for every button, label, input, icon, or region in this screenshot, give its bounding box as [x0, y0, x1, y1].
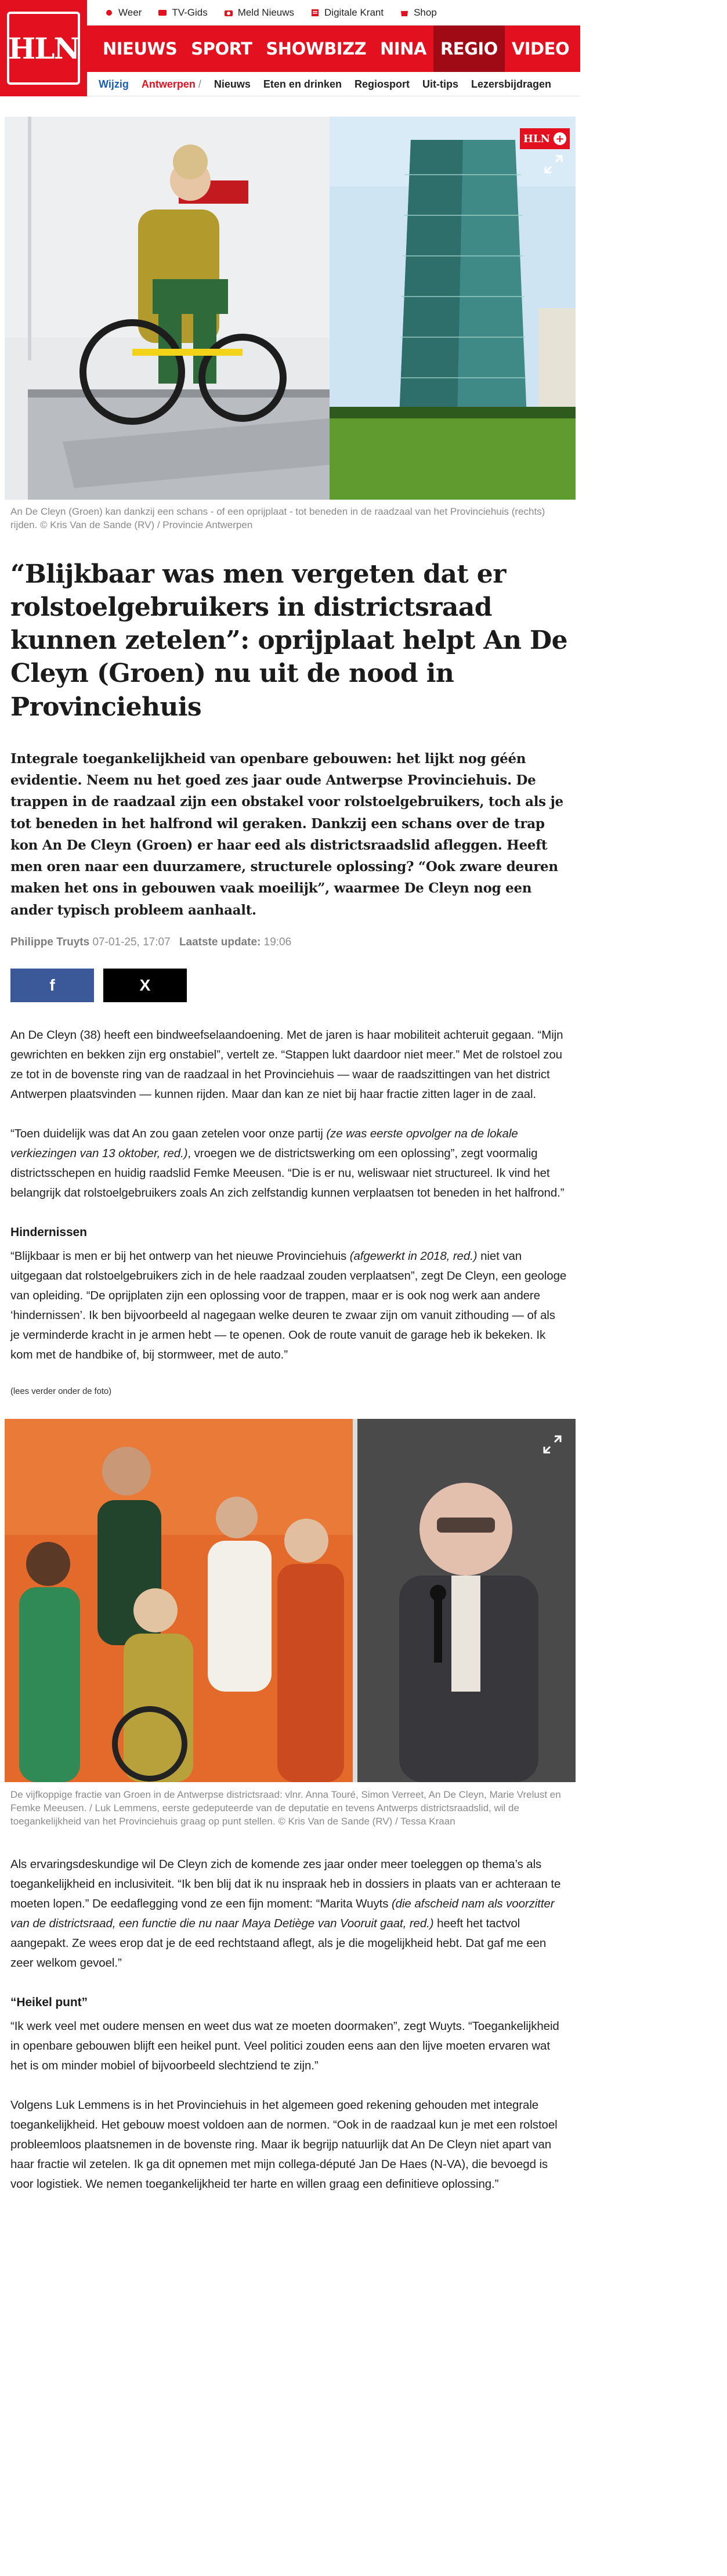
p2-text-a: “Toen duidelijk was dat An zou gaan zetelen voor onze partij: [10, 1126, 327, 1140]
digital-paper-link[interactable]: [310, 7, 384, 19]
hero-image[interactable]: [5, 117, 576, 500]
utility-bar: [0, 0, 580, 26]
tv-guide-label: TV-Gids: [172, 7, 208, 18]
digital-paper-label: Digitale Krant: [324, 7, 384, 18]
nav-regio[interactable]: REGIO: [433, 26, 505, 72]
hero-photo-composite: [5, 117, 576, 500]
nav-podcast[interactable]: PODC: [668, 39, 720, 59]
newspaper-icon: [310, 8, 320, 17]
plus-icon: +: [554, 132, 566, 145]
article-body: [10, 1025, 567, 1399]
facebook-icon: f: [49, 976, 55, 994]
article-headline: “Blijkbaar was men vergeten dat er rolstoelgebruikers in districtsraad kunnen zetelen”: oprijplaat helpt An De Cleyn (Groen) nu uit de nood in Provinciehuis: [10, 559, 568, 722]
p4-text-b: heeft het tactvol aangepakt. Ze wees erop dat je de eed rechtstaand aflegt, als je die mogelijkheid hebt. Dat gaf me een zeer welkom gevoel.”: [10, 1917, 547, 1970]
subnav-uit-tips[interactable]: Uit-tips: [422, 78, 458, 90]
shop-icon: [400, 8, 409, 17]
p3-italic: (afgewerkt in 2018, red.): [349, 1249, 478, 1263]
paragraph-5: “Ik werk veel met oudere mensen en weet dus wat ze moeten doormaken”, zegt Wuyts. “Toegankelijkheid in openbare gebouwen blijft een heikel punt. Veel politici zouden eens aan den lijve moeten ervaren wat het is om minder mobiel of bijvoorbeeld slechtziend te zijn.”: [10, 2019, 559, 2073]
group-photo[interactable]: [5, 1419, 576, 1782]
read-on-note: (lees verder onder de foto): [10, 1386, 112, 1396]
subnav-regiosport[interactable]: Regiosport: [354, 78, 410, 90]
paragraph-4: [10, 1855, 567, 1973]
author-name[interactable]: Philippe Truyts: [10, 935, 90, 948]
nav-sport[interactable]: SPORT: [191, 39, 252, 59]
update-label: Laatste update:: [179, 935, 261, 948]
paragraph-2: [10, 1124, 567, 1203]
article-body-continued: [10, 1855, 567, 2194]
sub-navigation: [0, 72, 580, 96]
publish-date: 07-01-25, 17:07: [92, 935, 171, 948]
paragraph-6: Volgens Luk Lemmens is in het Provinciehuis in het algemeen goed rekening gehouden met integrale toegankelijkheid. Het gebouw moest voldoen aan de normen. “Ook in de raadzaal kun je met een rolstoel probleemloos plaatsnemen in de bovenste ring. Maar ik begrijp natuurlijk dat An De Cleyn niet apart van haar fractie wil zetelen. Ik ga dit opnemen met mijn collega-député Jan De Haes (N-VA), die bevoegd is voor logistiek. We nemen toegankelijkheid ter harte en willen graag een definitieve oplossing.”: [10, 2098, 558, 2191]
change-region-link[interactable]: Wijzig: [99, 78, 129, 90]
share-buttons: [10, 969, 570, 1002]
article-lead: Integrale toegankelijkheid van openbare gebouwen: het lijkt nog géén evidentie. Neem nu het goed zes jaar oude Antwerpse Provinciehuis. De trappen in de raadzaal zijn een obstakel voor rolstoelgebruikers, toch als je tot beneden in het halfrond wil geraken. Dankzij een schans over de trap kon An De Cleyn (Groen) er haar eed als districtsraadslid afleggen. Heeft men oren naar een duurzamere, structurele oplossing? “Ook zware deuren maken het ons in gebouwen vaak moeilijk”, waarmee De Cleyn nog een ander typisch probleem aanhaalt.: [10, 750, 563, 918]
expand-icon[interactable]: [542, 153, 565, 176]
logo-frame: [7, 12, 80, 85]
subnav-lezersbijdragen[interactable]: Lezersbijdragen: [471, 78, 552, 90]
subheading-heikel-punt: “Heikel punt”: [10, 1996, 88, 2010]
paragraph-3: [10, 1247, 567, 1365]
subnav-eten-drinken[interactable]: Eten en drinken: [263, 78, 342, 90]
logo-text: HLN: [8, 31, 79, 66]
nav-nieuws[interactable]: NIEUWS: [103, 39, 178, 59]
camera-icon: [224, 8, 233, 17]
report-news-label: Meld Nieuws: [237, 7, 295, 18]
nav-video[interactable]: VIDEO: [511, 39, 570, 59]
nav-nina[interactable]: NINA: [380, 39, 426, 59]
hln-plus-badge: [520, 128, 570, 149]
paragraph-1: An De Cleyn (38) heeft een bindweefselaandoening. Met de jaren is haar mobiliteit achteruit gegaan. “Mijn gewrichten en bekken zijn erg onstabiel”, vertelt ze. “Stappen lukt daardoor niet meer.” Met de rolstoel zou ze tot in de bovenste ring van de raadzaal in het Provinciehuis — waar de raadszittingen van het district Antwerpen plaatsvinden — kunnen rijden. Maar dan kan ze niet bij haar fractie zitten lager in de zaal.: [10, 1028, 563, 1101]
region-breadcrumb: [142, 78, 201, 91]
nav-puzzel[interactable]: PUZZEL: [583, 39, 654, 59]
weather-label: Weer: [118, 7, 142, 18]
p3-text-b: niet van uitgegaan dat rolstoelgebruikers zich in de hele raadzaal zouden verplaatsen”, zegt De Cleyn, een geologe van opleiding. “De oprijplaten zijn een oplossing voor de trappen, maar er is ook nog werk aan andere ‘hindernissen’. Ik ben bijvoorbeeld al nagegaan welke deuren te zwaar zijn om vanuit zithouding — of als je verminderde kracht in je armen hebt — te openen. Ook de route vanuit de garage heb ik bekeken. Ik kom met de handbike of, bij stormweer, met de auto.”: [10, 1249, 567, 1361]
p2-text-b: , vroegen we de districtswerking om een oplossing”, zegt voormalig districtsschepen en huidig raadslid Femke Meeusen. “Die is er nu, weliswaar niet structureel. Ik vind het belangrijk dat rolstoelgebruikers zoals An zich zelfstandig kunnen verplaatsen tot beneden in het halfrond.”: [10, 1146, 565, 1200]
expand-icon-2[interactable]: [541, 1433, 564, 1456]
p3-text-a: “Blijkbaar is men er bij het ontwerp van het nieuwe Provinciehuis: [10, 1249, 350, 1263]
hero-caption: An De Cleyn (Groen) kan dankzij een schans - of een oprijplaat - tot beneden in de raadzaal van het Provinciehuis (rechts) rijden. © Kris Van de Sande (RV) / Provincie Antwerpen: [10, 506, 545, 530]
main-navigation: [0, 26, 720, 72]
group-photo-composite: [5, 1419, 576, 1782]
nav-showbizz[interactable]: SHOWBIZZ: [266, 39, 367, 59]
p4-italic: (die afscheid nam als voorzitter van de districtsraad, een functie die nu naar Maya Detiège van Vooruit gaat, red.): [10, 1897, 555, 1931]
weather-icon: [104, 8, 114, 17]
p4-text-a: Als ervaringsdeskundige wil De Cleyn zich de komende zes jaar onder meer toeleggen op thema’s als toegankelijkheid en inclusiviteit. “Ik ben blij dat ik nu inspraak heb in dossiers in plaats van er achteraan te moeten lopen.” De eedaflegging vond ze een fijn moment: “Marita Wuyts: [10, 1858, 561, 1911]
tv-guide-link[interactable]: [158, 7, 207, 19]
shop-link[interactable]: [400, 7, 437, 19]
subnav-nieuws[interactable]: Nieuws: [214, 78, 251, 90]
utility-links: [104, 0, 437, 26]
weather-link[interactable]: [104, 7, 142, 19]
group-photo-caption: De vijfkoppige fractie van Groen in de Antwerpse districtsraad: vlnr. Anna Touré, Simon Verreet, An De Cleyn, Marie Vrelust en Femke Meeusen. / Luk Lemmens, eerste gedeputeerde van de deputatie en tevens Antwerps districtsraadslid, wil de toegankelijkheid van het Provinciehuis graag op punt stellen. © Kris Van de Sande (RV) / Tessa Kraan: [10, 1789, 561, 1827]
report-news-link[interactable]: [224, 7, 294, 19]
region-city[interactable]: Antwerpen: [141, 78, 196, 90]
subheading-hindernissen: Hindernissen: [10, 1225, 87, 1239]
shop-label: Shop: [414, 7, 437, 18]
tv-icon: [158, 8, 167, 17]
x-icon: X: [139, 976, 151, 994]
share-facebook-button[interactable]: [10, 969, 94, 1002]
share-x-button[interactable]: [103, 969, 187, 1002]
update-time: 19:06: [263, 935, 292, 948]
badge-text: HLN: [523, 132, 550, 145]
breadcrumb-separator: /: [198, 78, 201, 90]
p2-italic: (ze was eerste opvolger na de lokale verkiezingen van 13 oktober, red.): [10, 1126, 518, 1160]
hln-logo[interactable]: [0, 0, 87, 96]
article-meta: [10, 936, 570, 949]
